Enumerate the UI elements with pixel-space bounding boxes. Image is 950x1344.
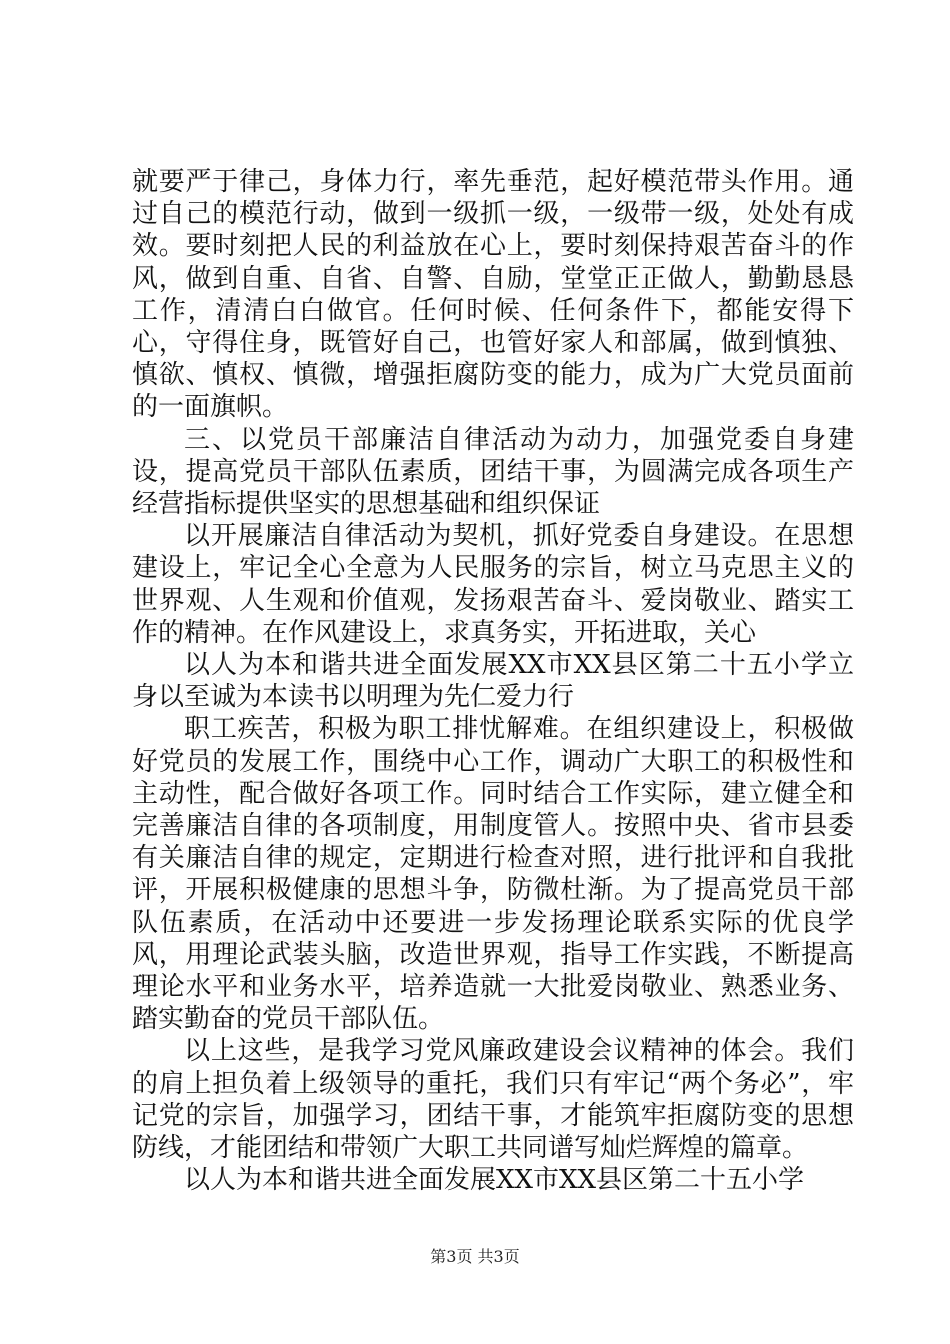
school-motto-line: 以人为本和谐共进全面发展XX市XX县区第二十五小学立身以至诚为本读书以明理为先仁爱力行	[132, 650, 854, 713]
paragraph-staff-care: 职工疾苦，积极为职工排忧解难。在组织建设上，积极做好党员的发展工作，围绕中心工作，调动广大职工的积极性和主动性，配合做好各项工作。同时结合工作实际，建立健全和完善廉洁自律的各项制度，用制度管人。按照中央、省市县委有关廉洁自律的规定，定期进行检查对照，进行批评和自我批评，开展积极健康的思想斗争，防微杜渐。为了提高党员干部队伍素质，在活动中还要进一步发扬理论联系实际的优良学风，用理论武装头脑，改造世界观，指导工作实践，不断提高理论水平和业务水平，培养造就一大批爱岗敬业、熟悉业务、踏实勤奋的党员干部队伍。	[132, 714, 854, 1035]
page-number-footer: 第3页 共3页	[430, 1247, 520, 1266]
paragraph-continuation: 就要严于律己，身体力行，率先垂范，起好模范带头作用。通过自己的模范行动，做到一级抓一级，一级带一级，处处有成效。要时刻把人民的利益放在心上，要时刻保持艰苦奋斗的作风，做到自重、自省、自警、自励，堂堂正正做人，勤勤恳恳工作，清清白白做官。任何时候、任何条件下，都能安得下心，守得住身，既管好自己，也管好家人和部属，做到慎独、慎欲、慎权、慎微，增强拒腐防变的能力，成为广大党员面前的一面旗帜。	[132, 167, 854, 423]
document-body	[132, 166, 854, 1197]
paragraph-conclusion: 以上这些，是我学习党风廉政建设会议精神的体会。我们的肩上担负着上级领导的重托，我们只有牢记“两个务必”，牢记党的宗旨，加强学习，团结干事，才能筑牢拒腐防变的思想防线，才能团结和带领广大职工共同谱写灿烂辉煌的篇章。	[132, 1036, 854, 1164]
paragraph-self-construction: 以开展廉洁自律活动为契机，抓好党委自身建设。在思想建设上，牢记全心全意为人民服务的宗旨，树立马克思主义的世界观、人生观和价值观，发扬艰苦奋斗、爱岗敬业、踏实工作的精神。在作风建设上，求真务实，开拓进取，关心	[132, 521, 854, 648]
school-slogan-line: 以人为本和谐共进全面发展XX市XX县区第二十五小学	[184, 1165, 805, 1196]
section-heading-three: 三、以党员干部廉洁自律活动为动力，加强党委自身建设，提高党员干部队伍素质，团结干事，为圆满完成各项生产经营指标提供坚实的思想基础和组织保证	[132, 424, 854, 520]
